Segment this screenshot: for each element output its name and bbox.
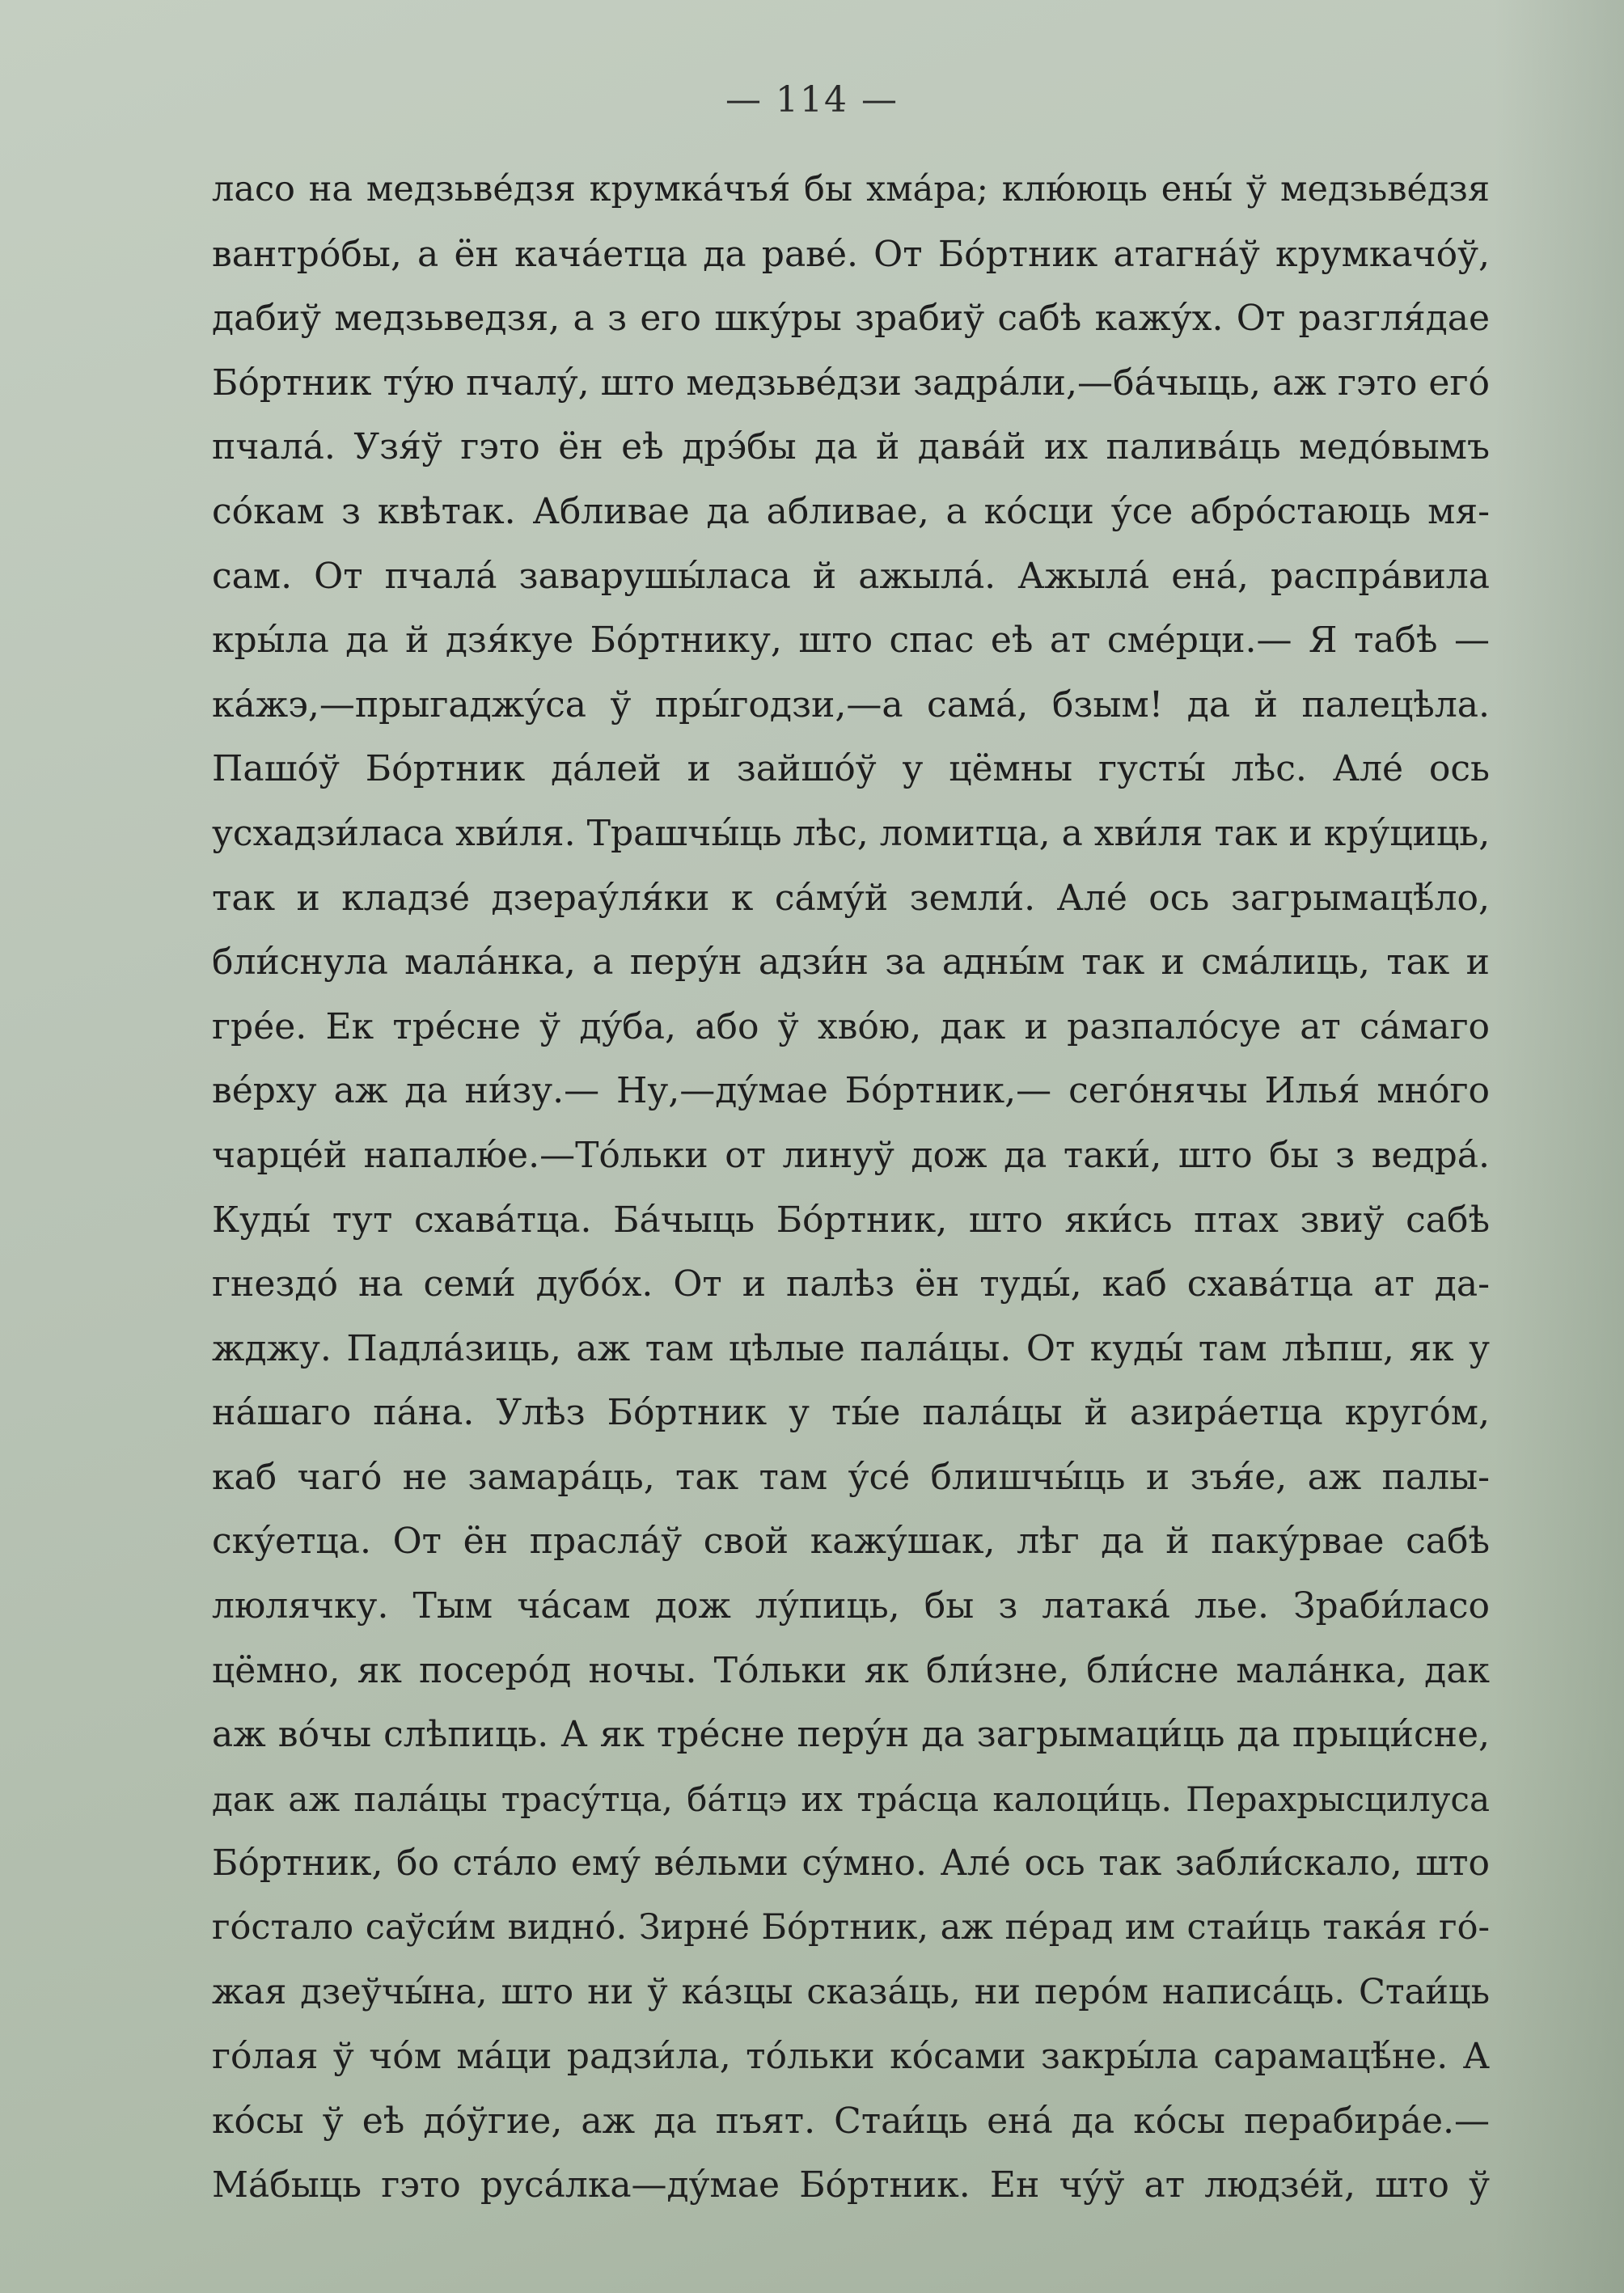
text-line: со́кам з квѣтак. Абливае да абливае, а ко́сци у́се абро́стаюць мя-	[212, 490, 1490, 532]
text-line: гнездо́ на семи́ дубо́х. От и палѣз ён туды́, каб схава́тца ат да-	[212, 1263, 1490, 1305]
page-number: — 114 —	[725, 79, 899, 121]
text-line: люлячку. Тым ча́сам дож лу́пиць, бы з латака́ лье. Зраби́ласо	[212, 1585, 1490, 1627]
text-line: Куды́ тут схава́тца. Ба́чыць Бо́ртник, што яки́сь птах звиў сабѣ	[212, 1199, 1490, 1241]
text-line: дабиў медзьведзя, а з его шку́ры зрабиў сабѣ кажу́х. От разгля́дае	[212, 298, 1490, 340]
text-line: цёмно, як посеро́д ночы. То́льки як бли́зне, бли́сне мала́нка, дак	[212, 1649, 1490, 1691]
text-line: жджу. Падла́зиць, аж там цѣлые пала́цы. От куды́ там лѣпш, як у	[212, 1327, 1490, 1369]
text-line: кры́ла да й дзя́куе Бо́ртнику, што спас еѣ ат сме́рци.— Я табѣ —	[212, 620, 1490, 662]
text-line: ве́рху аж да ни́зу.— Ну,—ду́мае Бо́ртник,— сего́нячы Илья́ мно́го	[212, 1070, 1490, 1112]
page-edge-shadow	[1495, 0, 1624, 2293]
text-line: чарце́й напалю́е.—То́льки от линуў дож да таки́, што бы з ведра́.	[212, 1134, 1490, 1176]
text-line: ласо на медзьве́дзя крумка́чъя́ бы хма́ра; клю́юць ены́ ў медзьве́дзя	[212, 169, 1490, 209]
text-line: гре́е. Ек тре́сне ў ду́ба, або ў хво́ю, дак и разпало́суе ат са́маго	[212, 1005, 1490, 1047]
text-line: ску́етца. От ён прасла́ў свой кажу́шак, лѣг да й паку́рвае сабѣ	[212, 1521, 1490, 1563]
text-line: сам. От пчала́ заварушы́ласа й ажыла́. Ажыла́ ена́, распра́вила	[212, 555, 1490, 597]
text-line: ка́жэ,—прыгаджу́са ў пры́годзи,—а сама́, бзым! да й палецѣла.	[212, 683, 1490, 726]
text-line: так и кладзе́ дзерау́ля́ки к са́му́й земли́. Але́ ось загрымацѣ́ло,	[212, 877, 1490, 919]
text-line: усхадзи́ласа хви́ля. Трашчы́ць лѣс, ломитца, а хви́ля так и кру́циць,	[212, 812, 1490, 854]
text-line: жая дзеўчы́на, што ни ў ка́зцы сказа́ць, ни перо́м написа́ць. Стаи́ць	[212, 1971, 1490, 2012]
text-line: дак аж пала́цы трасу́тца, ба́тцэ их тра́сца калоци́ць. Перахрысцилуса	[212, 1779, 1490, 1819]
body-text	[212, 158, 1490, 2218]
text-line: бли́снула мала́нка, а перу́н адзи́н за адны́м так и сма́лиць, так и	[212, 941, 1490, 984]
text-line: аж во́чы слѣпиць. А як тре́сне перу́н да загрымаци́ць да прыци́сне,	[212, 1714, 1490, 1756]
text-line: вантро́бы, а ён кача́етца да раве́. От Бо́ртник атагна́ў крумкачо́ў,	[212, 233, 1490, 275]
text-line: Бо́ртник ту́ю пчалу́, што медзьве́дзи задра́ли,—ба́чыць, аж гэто его́	[212, 362, 1490, 404]
text-line: го́лая ў чо́м ма́ци радзи́ла, то́льки ко́сами закры́ла сарамацѣ́не. А	[212, 2036, 1490, 2078]
text-line: ко́сы ў еѣ до́ўгие, аж да пъят. Стаи́ць ена́ да ко́сы перабира́е.—	[212, 2100, 1490, 2142]
text-line: Ма́быць гэто руса́лка—ду́мае Бо́ртник. Ен чу́ў ат людзе́й, што ў	[212, 2164, 1490, 2206]
text-line: на́шаго па́на. Улѣз Бо́ртник у ты́е пала́цы й азира́етца круго́м,	[212, 1392, 1490, 1434]
text-line: пчала́. Узя́ў гэто ён еѣ дрэ́бы да й дава́й их палива́ць медо́вымъ	[212, 426, 1490, 468]
text-line: Бо́ртник, бо ста́ло ему́ ве́льми су́мно. Але́ ось так забли́скало, што	[212, 1842, 1490, 1885]
text-line: Пашо́ў Бо́ртник да́лей и зайшо́ў у цёмны густы́ лѣс. Але́ ось	[212, 748, 1490, 790]
text-line: каб чаго́ не замара́ць, так там у́се́ блишчы́ць и зъя́е, аж палы-	[212, 1456, 1490, 1498]
text-line: го́стало саўси́м видно́. Зирне́ Бо́ртник, аж пе́рад им стаи́ць така́я го́-	[212, 1907, 1490, 1948]
